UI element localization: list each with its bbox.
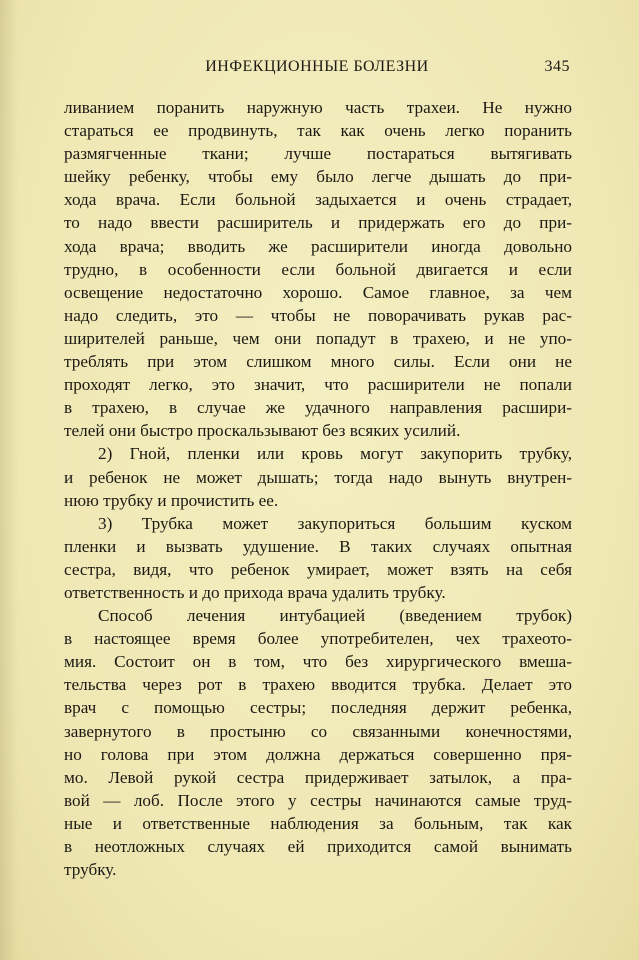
text-line: ные и ответственные наблюдения за больным, так как <box>64 813 572 833</box>
text-line: врач с помощью сестры; последняя держит ребенка, <box>64 698 572 718</box>
paragraph-first-line: 3) Трубка может закупориться большим куском <box>98 513 572 533</box>
body-text <box>64 96 572 881</box>
text-line: размягченные ткани; лучше постараться вытягивать <box>64 144 572 164</box>
text-line: пленки и вызвать удушение. В таких случаях опытная <box>64 536 572 556</box>
page-spine-shadow <box>0 0 18 960</box>
text-line: надо следить, это — чтобы не поворачивать рукав рас- <box>64 305 572 325</box>
text-line: в настоящее время более употребителен, чех трахеото- <box>64 629 572 649</box>
text-line: в неотложных случаях ей приходится самой вынимать <box>64 837 572 856</box>
text-line: мия. Состоит он в том, что без хирургического вмеша- <box>64 652 572 672</box>
text-line: ливанием поранить наружную часть трахеи. Не нужно <box>64 98 572 117</box>
text-line: мо. Левой рукой сестра придерживает затылок, а пра- <box>64 767 572 787</box>
text-line: хода врача; вводить же расширители иногда довольно <box>64 236 572 256</box>
text-line: трудно, в особенности если больной двигается и если <box>64 259 572 279</box>
text-line: и ребенок не может дышать; тогда надо вынуть внутрен- <box>64 467 572 487</box>
paragraph-first-line: Способ лечения интубацией (введением трубок) <box>98 606 572 626</box>
running-title: ИНФЕКЦИОННЫЕ БОЛЕЗНИ <box>205 58 429 75</box>
text-line: ширителей раньше, чем они попадут в трахею, и не упо- <box>64 328 572 348</box>
text-line: тельства через рот в трахею вводится трубка. Делает это <box>64 675 572 695</box>
text-line: в трахею, в случае же удачного направления расшири- <box>64 398 572 418</box>
paragraph-last-line: телей они быстро проскальзывают без всяких усилий. <box>64 421 461 441</box>
paragraph-first-line: 2) Гной, пленки или кровь могут закупорить трубку, <box>98 444 572 464</box>
paragraph-last-line: нюю трубку и прочистить ее. <box>64 490 279 510</box>
page-header <box>60 58 574 80</box>
paragraph-last-line: ответственность и до прихода врача удалить трубку. <box>64 582 446 602</box>
text-line: треблять при этом слишком много силы. Если они не <box>64 352 572 372</box>
text-line: то надо ввести расширитель и придержать его до при- <box>64 213 572 233</box>
text-line: стараться ее продвинуть, так как очень легко поранить <box>64 121 572 141</box>
paragraph-last-line: трубку. <box>64 860 117 880</box>
text-line: освещение недостаточно хорошо. Самое главное, за чем <box>64 282 572 302</box>
text-line: вой — лоб. После этого у сестры начинаются самые труд- <box>64 790 572 810</box>
text-line: хода врача. Если больной задыхается и очень страдает, <box>64 190 572 210</box>
text-line: проходят легко, это значит, что расширители не попали <box>64 375 572 395</box>
text-line: сестра, видя, что ребенок умирает, может взять на себя <box>64 559 572 579</box>
text-line: шейку ребенку, чтобы ему было легче дышать до при- <box>64 167 572 187</box>
text-line: завернутого в простыню со связанными конечностями, <box>64 721 572 741</box>
page-number: 345 <box>544 58 570 75</box>
text-line: но голова при этом должна держаться совершенно пря- <box>64 744 572 764</box>
